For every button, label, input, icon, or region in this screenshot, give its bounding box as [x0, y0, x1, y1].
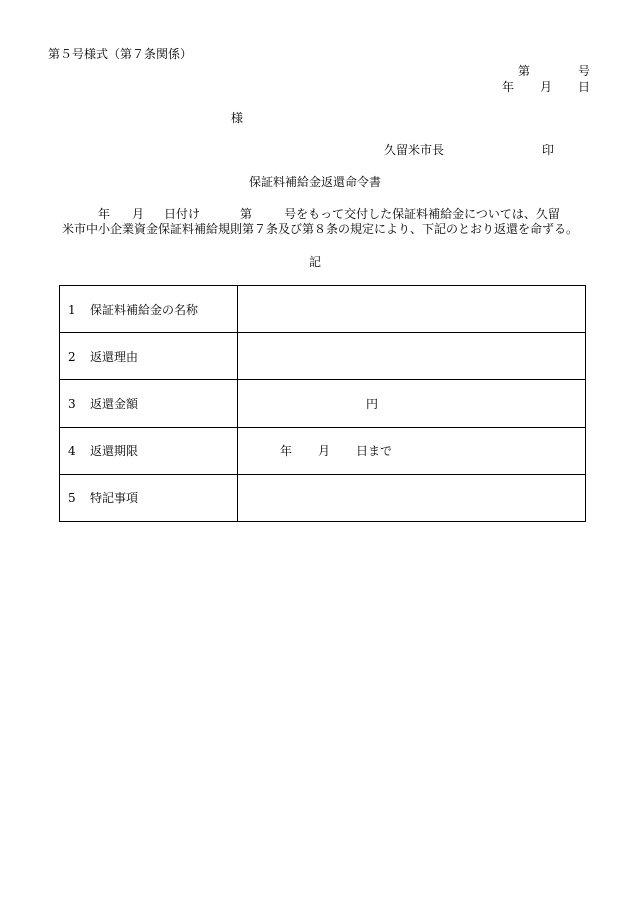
body-no-prefix: 第: [240, 207, 253, 221]
date-month: 月: [539, 80, 552, 94]
row-number: 1: [68, 302, 76, 317]
row-number: 5: [68, 491, 76, 506]
deadline-month: 月: [318, 444, 331, 459]
number-prefix: 第: [517, 64, 530, 78]
body-text: [62, 207, 590, 237]
row-label: [60, 380, 238, 427]
row-label: [60, 474, 238, 521]
row-label-text: 特記事項: [90, 491, 139, 506]
addressee-honorific: 様: [231, 111, 244, 125]
table-row: [60, 333, 586, 380]
row-label-text: 返還理由: [90, 349, 139, 364]
body-line-1-rest: 号をもって交付した保証料補給金については、久留: [284, 207, 560, 221]
body-line-1: [62, 207, 590, 222]
body-year: 年: [98, 207, 111, 221]
return-deadline-value: [238, 427, 586, 474]
sender-line: [384, 143, 554, 157]
form-label: 第５号様式（第７条関係）: [48, 47, 193, 61]
row-number: 4: [68, 444, 76, 459]
seal-mark: 印: [542, 143, 555, 157]
return-amount-value: [238, 380, 586, 427]
table-row: [60, 286, 586, 333]
ki-label: 記: [308, 255, 321, 269]
body-day: 日付け: [164, 207, 201, 221]
row-label-text: 返還金額: [90, 396, 139, 411]
sender-name: 久留米市長: [384, 143, 445, 157]
deadline-day: 日まで: [356, 444, 393, 459]
issue-date-line: [502, 80, 590, 94]
row-label-text: 返還期限: [90, 444, 139, 459]
body-month: 月: [132, 207, 145, 221]
body-line-2: 米市中小企業資金保証料補給規則第７条及び第８条の規定により、下記のとおり返還を命ずる。: [62, 222, 579, 236]
issue-number-line: [518, 64, 590, 78]
yen-unit: 円: [366, 396, 379, 411]
table-row: [60, 427, 586, 474]
date-year: 年: [501, 80, 514, 94]
row-label: [60, 427, 238, 474]
document-title: 保証料補給金返還命令書: [248, 175, 381, 189]
row-number: 3: [68, 396, 76, 411]
deadline-year: 年: [280, 444, 293, 459]
row-number: 2: [68, 349, 76, 364]
special-notes-value: [238, 474, 586, 521]
items-table: [59, 285, 586, 522]
deadline-date: [280, 442, 392, 459]
row-label-text: 保証料補給金の名称: [90, 302, 199, 317]
row-label: [60, 286, 238, 333]
number-suffix: 号: [577, 64, 590, 78]
date-day: 日: [577, 80, 590, 94]
table-row: [60, 474, 586, 521]
subsidy-name-value: [238, 286, 586, 333]
return-reason-value: [238, 333, 586, 380]
row-label: [60, 333, 238, 380]
table-row: [60, 380, 586, 427]
